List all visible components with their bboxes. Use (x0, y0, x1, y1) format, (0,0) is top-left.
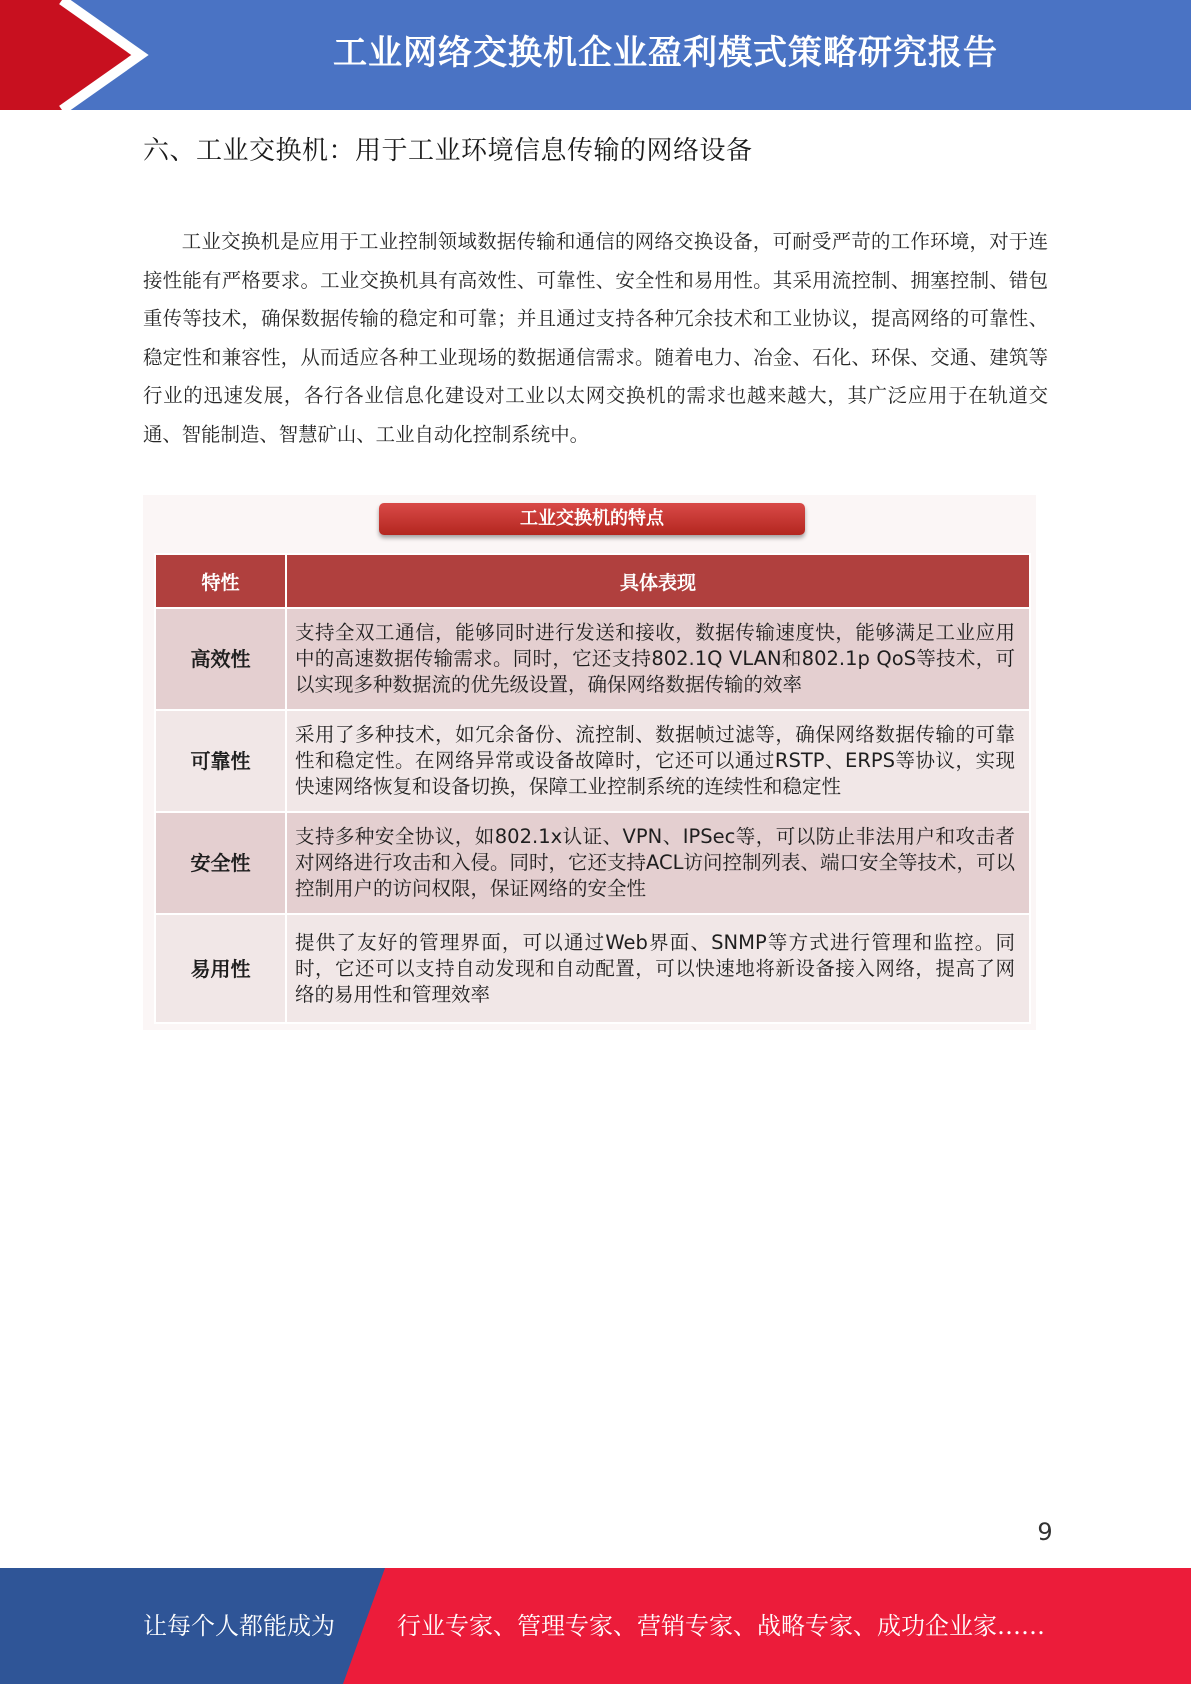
table-row (155, 710, 1030, 812)
features-figure (143, 495, 1036, 1030)
footer-banner (0, 1568, 1191, 1684)
features-table (154, 553, 1031, 1024)
footer-slogan-right: 行业专家、管理专家、营销专家、战略专家、成功企业家…… (397, 1612, 1045, 1640)
table-row (155, 914, 1030, 1023)
body-paragraph: 工业交换机是应用于工业控制领域数据传输和通信的网络交换设备，可耐受严苛的工作环境，对于连接性能有严格要求。工业交换机具有高效性、可靠性、安全性和易用性。其采用流控制、拥塞控制、错包重传等技术，确保数据传输的稳定和可靠；并且通过支持各种冗余技术和工业协议，提高网络的可靠性、稳定性和兼容性，从而适应各种工业现场的数据通信需求。随着电力、冶金、石化、环保、交通、建筑等行业的迅速发展，各行各业信息化建设对工业以太网交换机的需求也越来越大，其广泛应用于在轨道交通、智能制造、智慧矿山、工业自动化控制系统中。 (143, 230, 1048, 446)
feature-detail: 支持全双工通信，能够同时进行发送和接收，数据传输速度快，能够满足工业应用中的高速数据传输需求。同时，它还支持802.1Q VLAN和802.1p QoS等技术，可以实现多种数据流的优先级设置，确保网络数据传输的效率 (286, 608, 1030, 710)
feature-detail: 支持多种安全协议，如802.1x认证、VPN、IPSec等，可以防止非法用户和攻击者对网络进行攻击和入侵。同时，它还支持ACL访问控制列表、端口安全等技术，可以控制用户的访问权限，保证网络的安全性 (286, 812, 1030, 914)
feature-name: 高效性 (155, 608, 286, 710)
feature-detail: 采用了多种技术，如冗余备份、流控制、数据帧过滤等，确保网络数据传输的可靠性和稳定性。在网络异常或设备故障时，它还可以通过RSTP、ERPS等协议，实现快速网络恢复和设备切换，保障工业控制系统的连续性和稳定性 (286, 710, 1030, 812)
table-header-row (155, 554, 1030, 608)
column-header-detail: 具体表现 (286, 554, 1030, 608)
feature-detail: 提供了友好的管理界面，可以通过Web界面、SNMP等方式进行管理和监控。同时，它还可以支持自动发现和自动配置，可以快速地将新设备接入网络，提高了网络的易用性和管理效率 (286, 914, 1030, 1023)
report-title: 工业网络交换机企业盈利模式策略研究报告 (333, 33, 998, 73)
footer-slogan-left: 让每个人都能成为 (143, 1612, 335, 1640)
page-number: 9 (1037, 1518, 1053, 1546)
feature-name: 可靠性 (155, 710, 286, 812)
table-row (155, 608, 1030, 710)
feature-name: 安全性 (155, 812, 286, 914)
feature-name: 易用性 (155, 914, 286, 1023)
header-banner (0, 0, 1191, 110)
figure-title: 工业交换机的特点 (379, 503, 805, 535)
table-row (155, 812, 1030, 914)
header-chevron-shape (0, 0, 160, 110)
section-heading: 六、工业交换机：用于工业环境信息传输的网络设备 (143, 136, 753, 166)
column-header-feature: 特性 (155, 554, 286, 608)
